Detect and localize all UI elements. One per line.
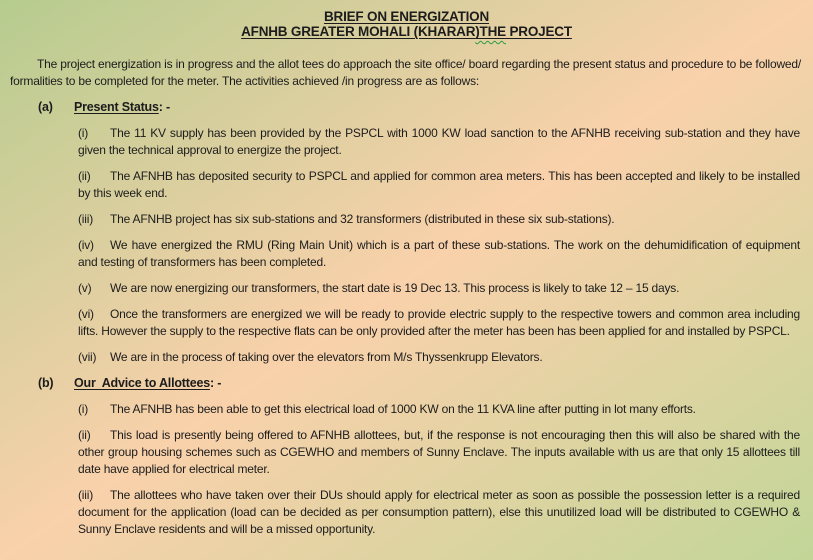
item-text: Once the transformers are energized we will be ready to provide electric supply to the respective towers and common area including lifts. However the supply to the respective flats can be only provided after the meter has been has been applied for and installed by PSPCL. [78, 307, 800, 338]
intro-paragraph: The project energization is in progress and the allot tees do approach the site office/ board regarding the present status and procedure to be followed/ formalities to be completed for the meter. The activities achieved /in progress are as follows: [10, 57, 801, 88]
section-a-heading [0, 99, 813, 116]
list-item [78, 280, 800, 297]
list-item [78, 211, 800, 228]
item-text: The AFNHB has deposited security to PSPCL and applied for common area meters. This has been accepted and likely to be installed by this week end. [78, 169, 800, 200]
item-text: The AFNHB has been able to get this electrical load of 1000 KW on the 11 KVA line after putting in lot many efforts. [110, 402, 696, 416]
item-number: (ii) [78, 169, 91, 183]
item-text: We are in the process of taking over the elevators from M/s Thyssenkrupp Elevators. [110, 350, 543, 364]
title-line-2-text: AFNHB GREATER MOHALI (KHARAR [241, 24, 476, 39]
title-line-2-text-tail: PROJECT [505, 24, 572, 39]
item-number: (iii) [78, 488, 93, 502]
section-b-label: (b) [38, 376, 54, 390]
item-text: The 11 KV supply has been provided by the PSPCL with 1000 KW load sanction to the AFNHB receiving sub-station and they have given the technical approval to energize the project. [78, 126, 800, 157]
list-item [78, 487, 800, 538]
item-number: (ii) [78, 428, 91, 442]
item-text: We are now energizing our transformers, the start date is 19 Dec 13. This process is likely to take 12 – 15 days. [110, 281, 680, 295]
list-item [78, 349, 800, 366]
section-a-title-suffix: : - [158, 100, 170, 114]
list-item [78, 237, 800, 271]
item-number: (i) [78, 126, 89, 140]
title-line-1: BRIEF ON ENERGIZATION [323, 9, 490, 24]
title-line-2 [0, 24, 813, 39]
section-a-title: Present Status [74, 100, 159, 114]
item-number: (vii) [78, 350, 97, 364]
title-line-2-spellchecked-text: )THE [475, 24, 506, 39]
item-text: We have energized the RMU (Ring Main Unit) which is a part of these sub-stations. The work on the dehumidification of equipment and testing of transformers has been completed. [78, 238, 800, 269]
list-item [78, 125, 800, 159]
item-number: (v) [78, 281, 92, 295]
document-title [0, 9, 813, 39]
section-present-status [0, 99, 813, 366]
section-a-label: (a) [38, 100, 53, 114]
item-text: The allottees who have taken over their DUs should apply for electrical meter as soon as possible the possession letter is a required document for the application (load can be decided as per consumption pattern), else this unutilized load will be distributed to CGEWHO & Sunny Enclave residents and will be a missed opportunity. [78, 488, 800, 536]
section-b-heading [0, 375, 813, 392]
item-number: (vi) [78, 307, 94, 321]
item-number: (iii) [78, 212, 93, 226]
list-item [78, 401, 800, 418]
section-advice-to-allottees [0, 375, 813, 538]
list-item [78, 427, 800, 478]
list-item [78, 306, 800, 340]
section-b-title: Our Advice to Allottees [74, 376, 210, 390]
item-number: (iv) [78, 238, 94, 252]
item-text: This load is presently being offered to AFNHB allottees, but, if the response is not encouraging then this will also be shared with the other group housing schemes such as CGEWHO and members of Sunny Enclave. The inputs available with us are that only 15 allottees till date have applied for electrical meter. [78, 428, 800, 476]
section-b-title-suffix: : - [209, 376, 222, 390]
item-number: (i) [78, 402, 89, 416]
item-text: The AFNHB project has six sub-stations and 32 transformers (distributed in these six sub-stations). [110, 212, 615, 226]
list-item [78, 168, 800, 202]
